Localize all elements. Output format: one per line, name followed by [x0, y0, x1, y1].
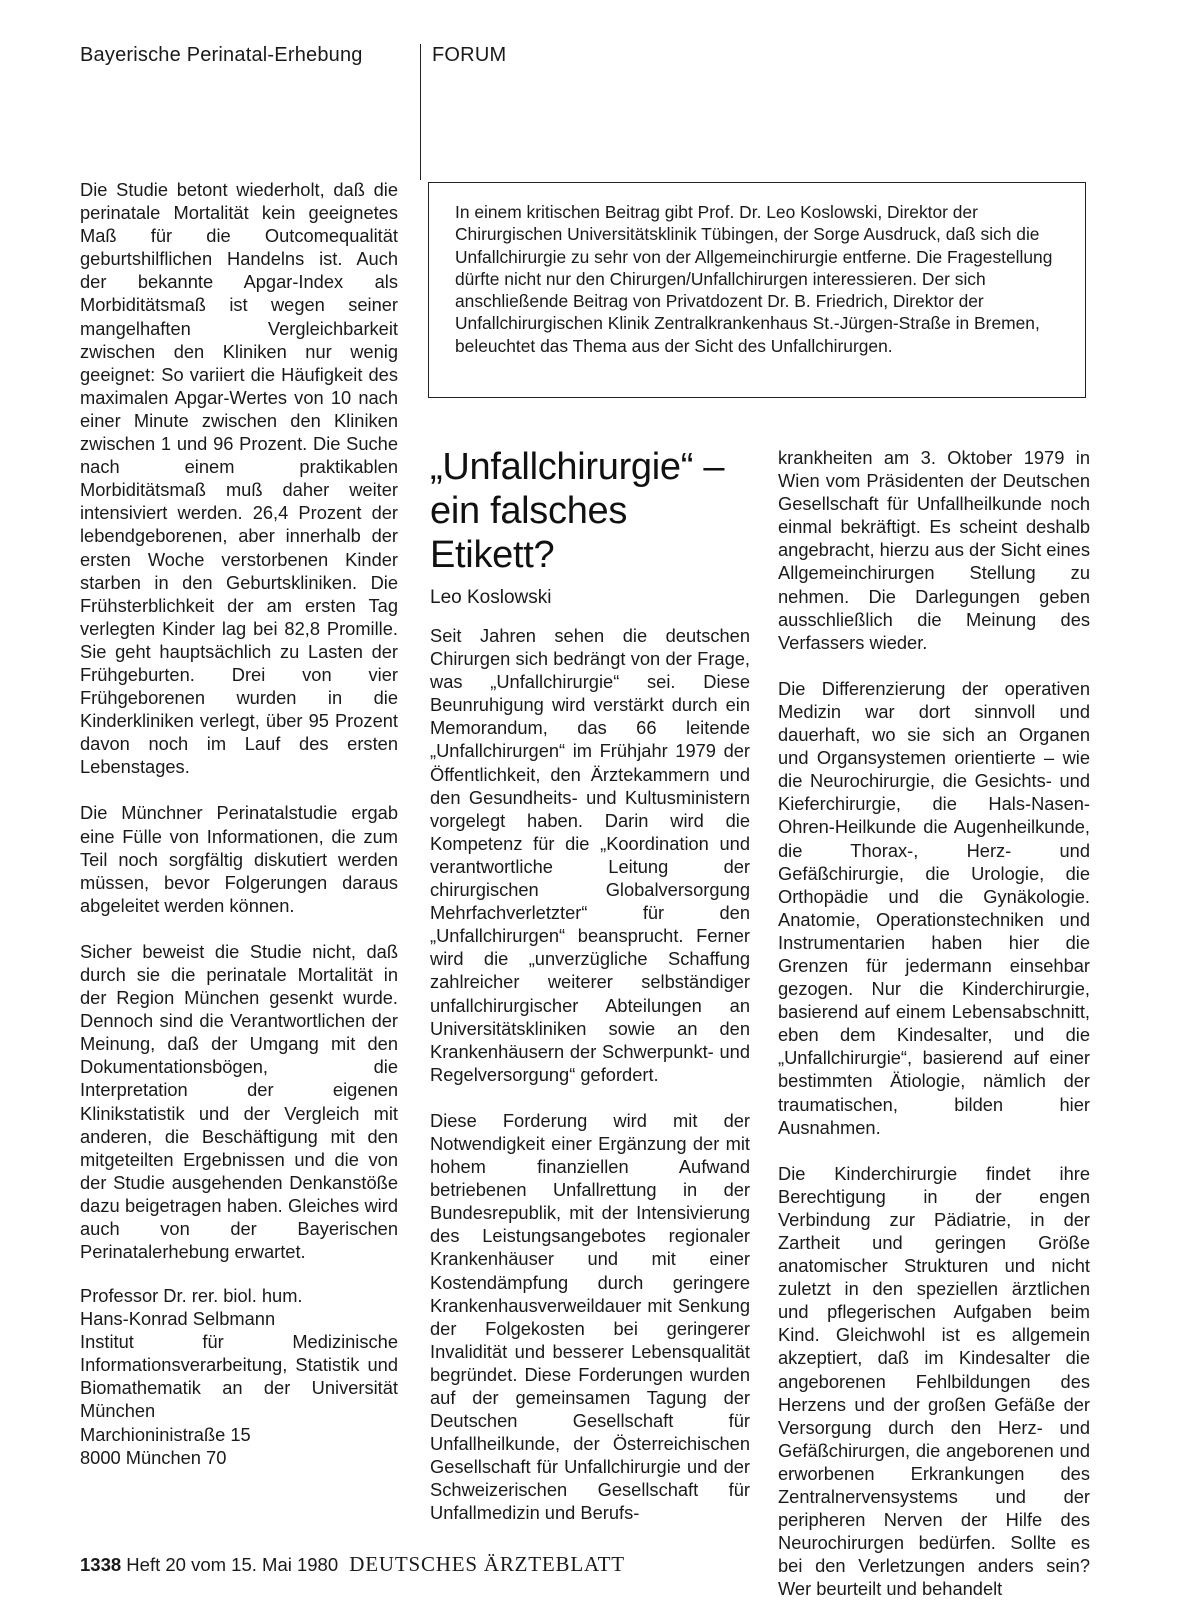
- running-head-rubric: FORUM: [432, 44, 507, 66]
- address-line: Hans-Konrad Selbmann: [80, 1308, 276, 1330]
- column-right: [778, 446, 1090, 1601]
- page-number: 1338: [80, 1554, 122, 1575]
- paragraph: Seit Jahren sehen die deutschen Chirurgen sich bedrängt von der Frage, was „Unfallchirurgie“ sei. Diese Beunruhigung wird verstärkt durch ein Memorandum, das 66 leitende „Unfallchirurgen“ im Frühjahr 1979 der Öffentlichkeit, den Ärztekammern und den Gesundheits- und Kultusministern vorgelegt haben. Darin wird die Kompetenz für die „Koordination und verantwortliche Leitung der chirurgischen Globalversorgung Mehrfachverletzter“ für den „Unfallchirurgen“ beansprucht. Ferner wird die „unverzügliche Schaffung zahlreicher weiterer selbständiger unfallchirurgischer Abteilungen an Universitätskliniken sowie an den Krankenhäusern der Schwerpunkt- und Regelversorgung“ gefordert.: [430, 625, 750, 1085]
- journal-name: DEUTSCHES ÄRZTEBLATT: [349, 1552, 625, 1576]
- paragraph: Die Kinderchirurgie findet ihre Berechtigung in der engen Verbindung zur Pädiatrie, in der Zartheit und geringen Größe anatomischer Strukturen und nicht zuletzt in den speziellen ärztlichen und pflegerischen Aufgaben beim Kind. Gleichwohl ist es allgemein akzeptiert, daß im Kindesalter die angeborenen Fehlbildungen des Herzens und der großen Gefäße der Versorgung durch den Herz- und Gefäßchirurgen, die angeborenen und erworbenen Erkrankungen des Zentralnervensystems und der peripheren Nerven der Hilfe des Neurochirurgen bedürfen. Sollte es bei den Verletzungen anders sein? Wer beurteilt und behandelt: [778, 1162, 1090, 1600]
- running-head-section: Bayerische Perinatal-Erhebung: [80, 44, 363, 66]
- page-footer: [80, 1552, 625, 1577]
- paragraph: Die Differenzierung der operativen Medizin war dort sinnvoll und dauerhaft, wo sie sich an Organen und Organsystemen orientierte – wie die Neurochirurgie, die Gesichts- und Kieferchirurgie, die Hals-Nasen-Ohren-Heilkunde die Augenheilkunde, die Thorax-, Herz- und Gefäßchirurgie, die Urologie, die Orthopädie und die Gynäkologie. Anatomie, Operationstechniken und Instrumentarien haben hier die Grenzen für jedermann einsehbar gezogen. Nur die Kinderchirurgie, basierend auf einem Lebensabschnitt, eben dem Kindesalter, und die „Unfallchirurgie“, basierend auf einer bestimmten Ätiologie, nämlich der traumatischen, bilden hier Ausnahmen.: [778, 677, 1090, 1138]
- column-left: [80, 178, 398, 1263]
- column-middle: [430, 624, 750, 1525]
- issue-info: Heft 20 vom 15. Mai 1980: [126, 1554, 339, 1575]
- address-line: Professor Dr. rer. biol. hum.: [80, 1285, 303, 1306]
- author-address: [80, 1284, 398, 1469]
- paragraph: Die Münchner Perinatalstudie ergab eine Fülle von Informationen, die zum Teil noch sorgfältig diskutiert werden müssen, bevor Folgerungen daraus abgeleitet werden können.: [80, 802, 398, 916]
- article-author: Leo Koslowski: [430, 587, 552, 608]
- address-institute: Institut für Medizinische Informationsverarbeitung, Statistik und Biomathematik an der Universität München: [80, 1331, 398, 1422]
- address-line: Marchioninistraße 15: [80, 1423, 251, 1445]
- paragraph: Die Studie betont wiederholt, daß die perinatale Mortalität kein geeignetes Maß für die Outcomequalität geburtshilflichen Handelns ist. Auch der bekannte Apgar-Index als Morbiditätsmaß ist wegen seiner mangelhaften Vergleichbarkeit zwischen den Kliniken nur wenig geeignet: So variiert die Häufigkeit des maximalen Apgar-Wertes von 10 nach einer Minute zwischen den Kliniken zwischen 1 und 96 Prozent. Die Suche nach einem praktikablen Morbiditätsmaß muß daher weiter intensiviert werden. 26,4 Prozent der lebendgeborenen, aber innerhalb der ersten Woche verstorbenen Kinder starben in den Geburtskliniken. Die Frühsterblichkeit der am ersten Tag verlegten Kinder lag bei 82,8 Promille. Sie geht hauptsächlich zu Lasten der Frühgeburten. Drei von vier Frühgeborenen wurden in die Kinderkliniken verlegt, über 95 Prozent davon noch im Lauf des ersten Lebenstages.: [80, 179, 398, 778]
- article-title: „Unfallchirurgie“ – ein falsches Etikett?: [430, 446, 725, 576]
- address-line: 8000 München 70: [80, 1446, 227, 1468]
- paragraph: Diese Forderung wird mit der Notwendigkeit einer Ergänzung der mit hohem finanziellen Aufwand betriebenen Unfallrettung in der Bundesrepublik, mit der Intensivierung des Leistungsangebotes regionaler Krankenhäuser und mit einer Kostendämpfung durch geringere Krankenhausverweildauer mit Senkung der Folgekosten bei geringerer Invalidität und besserer Lebensqualität begründet. Diese Forderungen wurden auf der gemeinsamen Tagung der Deutschen Gesellschaft für Unfallheilkunde, der Österreichischen Gesellschaft für Unfallchirurgie und der Schweizerischen Gesellschaft für Unfallmedizin und Berufs-: [430, 1109, 750, 1524]
- header-divider: [420, 44, 421, 180]
- paragraph: krankheiten am 3. Oktober 1979 in Wien vom Präsidenten der Deutschen Gesellschaft für Unfallheilkunde noch einmal bekräftigt. Es scheint deshalb angebracht, hierzu aus der Sicht eines Allgemeinchirurgen Stellung zu nehmen. Die Darlegungen geben ausschließlich die Meinung des Verfassers wieder.: [778, 447, 1090, 653]
- paragraph: Sicher beweist die Studie nicht, daß durch sie die perinatale Mortalität in der Region München gesenkt wurde. Dennoch sind die Verantwortlichen der Meinung, daß der Umgang mit den Dokumentationsbögen, die Interpretation der eigenen Klinikstatistik und der Vergleich mit anderen, die Beschäftigung mit den mitgeteilten Ergebnissen und die von der Studie ausgehenden Denkanstöße dazu beigetragen haben. Gleiches wird auch von der Bayerischen Perinatalerhebung erwartet.: [80, 940, 398, 1263]
- editorial-intro-box: In einem kritischen Beitrag gibt Prof. Dr. Leo Koslowski, Direktor der Chirurgischen Universitätsklinik Tübingen, der Sorge Ausdruck, daß sich die Unfallchirurgie zu sehr von der Allgemeinchirurgie entferne. Die Fragestellung dürfte nicht nur den Chirurgen/Unfallchirurgen interessieren. Der sich anschließende Beitrag von Privatdozent Dr. B. Friedrich, Direktor der Unfallchirurgischen Klinik Zentralkrankenhaus St.-Jürgen-Straße in Bremen, beleuchtet das Thema aus der Sicht des Unfallchirurgen.: [428, 182, 1086, 398]
